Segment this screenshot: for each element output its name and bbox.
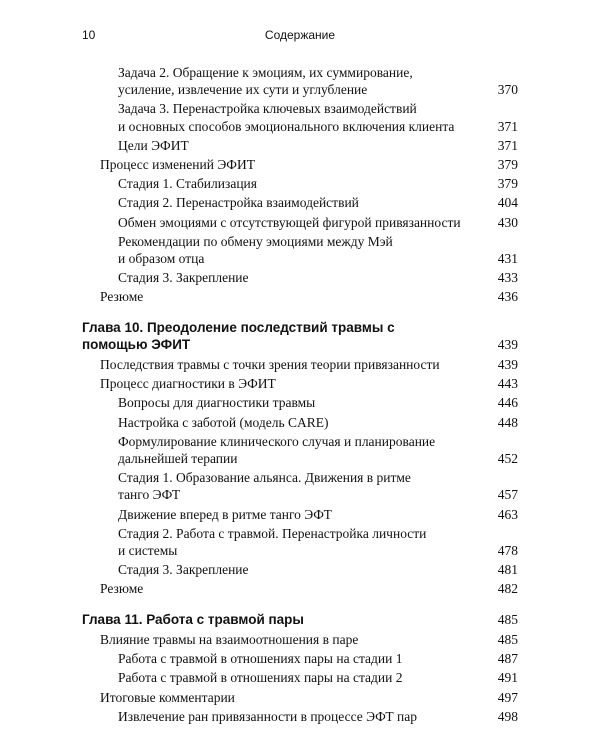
toc-entry-page: 379 [497, 176, 518, 192]
toc-entry [82, 525, 518, 559]
toc-entry [82, 414, 518, 431]
toc-entry [82, 100, 518, 134]
toc-entry-page: 371 [497, 118, 518, 134]
toc-entry [82, 506, 518, 523]
toc-entry-title: Стадия 3. Закрепление [118, 270, 249, 286]
toc-entry-title: Настройка с заботой (модель CARE) [118, 414, 329, 430]
toc-entry-title: Стадия 1. Стабилизация [118, 176, 257, 192]
toc-entry-title: Резюме [100, 581, 144, 597]
toc-entry-page: 404 [497, 195, 518, 211]
toc-entry-page: 448 [497, 414, 518, 430]
toc-entry-title: Обмен эмоциями с отсутствующей фигурой привязанности [118, 214, 461, 230]
toc-entry [82, 689, 518, 706]
toc-entry-title: Процесс диагностики в ЭФИТ [100, 376, 276, 392]
toc-entry-title: Итоговые комментарии [100, 689, 235, 705]
toc-entry-page: 436 [497, 289, 518, 305]
toc-entry-page: 478 [497, 543, 518, 559]
table-of-contents [82, 64, 518, 727]
toc-entry [82, 175, 518, 192]
toc-entry-title: Процесс изменений ЭФИТ [100, 157, 255, 173]
toc-entry-title: Глава 10. Преодоление последствий травмы с помощью ЭФИТ [82, 319, 395, 352]
toc-entry-page: 481 [497, 562, 518, 578]
toc-entry [82, 433, 518, 467]
toc-entry-title: Резюме [100, 289, 144, 305]
toc-entry-title: Стадия 3. Закрепление [118, 562, 249, 578]
toc-chapter [82, 611, 518, 628]
toc-entry [82, 650, 518, 667]
toc-entry [82, 669, 518, 686]
toc-entry [82, 469, 518, 503]
toc-entry-page: 452 [497, 451, 518, 467]
toc-entry-title: Извлечение ран привязанности в процессе ЭФТ пар [118, 708, 418, 724]
toc-entry-title: Работа с травмой в отношениях пары на стадии 1 [118, 651, 403, 667]
toc-entry-title: Стадия 1. Образование альянса. Движения в ритме танго ЭФТ [118, 470, 411, 503]
toc-entry-title: Задача 2. Обращение к эмоциям, их суммирование, усиление, извлечение их сути и углубление [118, 65, 413, 98]
toc-entry-page: 439 [497, 336, 518, 352]
toc-entry [82, 137, 518, 154]
toc-entry-title: Вопросы для диагностики травмы [118, 395, 316, 411]
toc-entry-page: 482 [497, 581, 518, 597]
toc-entry-page: 433 [497, 270, 518, 286]
toc-entry-title: Движение вперед в ритме танго ЭФТ [118, 506, 332, 522]
toc-entry [82, 64, 518, 98]
toc-entry-title: Цели ЭФИТ [118, 137, 189, 153]
toc-entry [82, 394, 518, 411]
toc-entry [82, 269, 518, 286]
toc-entry-page: 487 [497, 651, 518, 667]
toc-entry-title: Формулирование клинического случая и планирование дальнейшей терапии [118, 433, 436, 467]
toc-entry [82, 214, 518, 231]
toc-entry [82, 194, 518, 211]
toc-entry-title: Глава 11. Работа с травмой пары [82, 611, 304, 627]
toc-entry-page: 379 [497, 157, 518, 173]
toc-entry-page: 497 [497, 689, 518, 705]
toc-entry [82, 288, 518, 305]
toc-entry [82, 156, 518, 173]
page-number: 10 [82, 28, 96, 42]
toc-entry [82, 561, 518, 578]
running-header [82, 28, 518, 46]
toc-entry [82, 580, 518, 597]
toc-entry [82, 375, 518, 392]
toc-entry-title: Стадия 2. Перенастройка взаимодействий [118, 195, 359, 211]
toc-entry-page: 430 [497, 214, 518, 230]
toc-entry-page: 443 [497, 376, 518, 392]
running-title: Содержание [264, 28, 336, 42]
toc-entry-title: Влияние травмы на взаимоотношения в паре [100, 631, 359, 647]
toc-entry-title: Задача 3. Перенастройка ключевых взаимодействий и основных способов эмоционального включения клиента [118, 101, 455, 134]
toc-entry-page: 463 [497, 506, 518, 522]
toc-entry-page: 498 [497, 708, 518, 724]
toc-chapter [82, 319, 518, 353]
toc-entry-page: 431 [497, 251, 518, 267]
toc-entry-title: Работа с травмой в отношениях пары на стадии 2 [118, 670, 403, 686]
toc-entry-page: 439 [497, 357, 518, 373]
toc-entry-title: Последствия травмы с точки зрения теории привязанности [100, 357, 440, 373]
toc-entry-title: Рекомендации по обмену эмоциями между Мэй и образом отца [118, 233, 393, 267]
toc-entry [82, 708, 518, 725]
toc-entry [82, 631, 518, 648]
toc-entry-page: 457 [497, 487, 518, 503]
toc-entry-title: Стадия 2. Работа с травмой. Перенастройка личности и системы [118, 525, 427, 559]
toc-entry-page: 371 [497, 137, 518, 153]
toc-entry-page: 485 [497, 611, 518, 627]
toc-entry-page: 485 [497, 631, 518, 647]
toc-entry [82, 233, 518, 267]
toc-entry [82, 356, 518, 373]
toc-entry-page: 370 [497, 82, 518, 98]
toc-entry-page: 446 [497, 395, 518, 411]
toc-entry-page: 491 [497, 670, 518, 686]
